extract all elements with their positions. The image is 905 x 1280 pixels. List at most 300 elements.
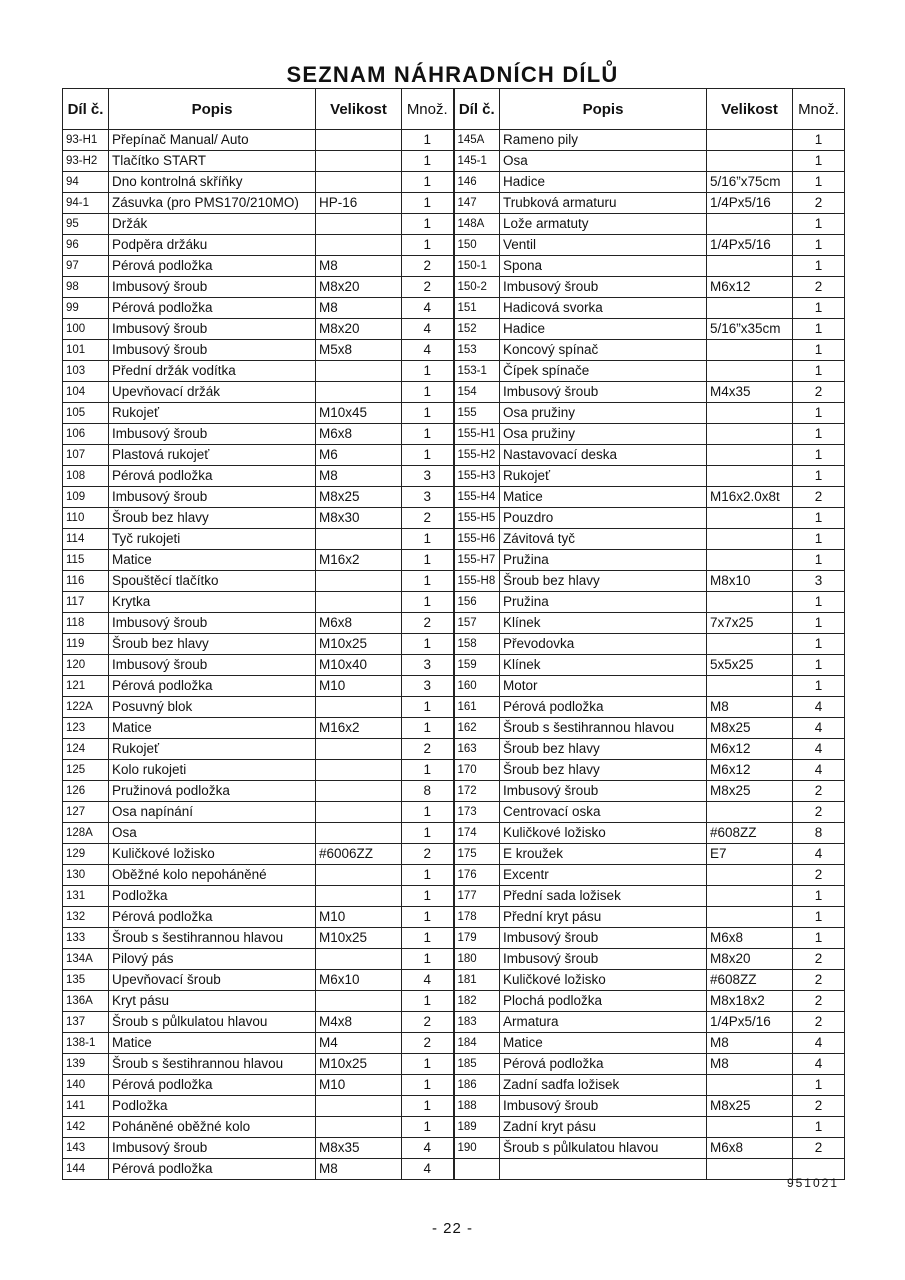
part-number-cell: 135 (63, 970, 109, 991)
description-cell: Imbusový šroub (500, 928, 707, 949)
quantity-cell: 4 (793, 718, 845, 739)
quantity-cell: 2 (402, 844, 454, 865)
size-cell (316, 1117, 402, 1138)
part-number-cell: 110 (63, 508, 109, 529)
description-cell: Kuličkové ložisko (109, 844, 316, 865)
size-cell: M8x25 (316, 487, 402, 508)
quantity-cell: 1 (793, 235, 845, 256)
quantity-cell: 1 (793, 613, 845, 634)
table-row (63, 592, 845, 613)
part-number-cell: 133 (63, 928, 109, 949)
part-number-cell: 155-H2 (454, 445, 500, 466)
part-number-cell: 114 (63, 529, 109, 550)
part-number-cell: 109 (63, 487, 109, 508)
description-cell: Pružinová podložka (109, 781, 316, 802)
part-number-cell: 141 (63, 1096, 109, 1117)
quantity-cell: 1 (793, 130, 845, 151)
part-number-cell: 105 (63, 403, 109, 424)
description-cell: Rukojeť (109, 739, 316, 760)
size-cell (707, 634, 793, 655)
part-number-cell: 155-H8 (454, 571, 500, 592)
size-cell (316, 865, 402, 886)
table-row (63, 298, 845, 319)
part-number-cell: 134A (63, 949, 109, 970)
size-cell: M8x20 (316, 277, 402, 298)
description-cell: Hadice (500, 172, 707, 193)
description-cell: Šroub s půlkulatou hlavou (500, 1138, 707, 1159)
size-cell: M10x25 (316, 1054, 402, 1075)
size-cell (707, 676, 793, 697)
table-row (63, 529, 845, 550)
description-cell: Nastavovací deska (500, 445, 707, 466)
size-cell (707, 214, 793, 235)
quantity-cell: 3 (793, 571, 845, 592)
part-number-cell: 181 (454, 970, 500, 991)
size-cell (707, 550, 793, 571)
part-number-cell: 127 (63, 802, 109, 823)
quantity-cell: 1 (402, 193, 454, 214)
description-cell: Osa pružiny (500, 403, 707, 424)
description-cell: Imbusový šroub (109, 277, 316, 298)
quantity-cell: 2 (793, 865, 845, 886)
description-cell: Matice (500, 1033, 707, 1054)
quantity-cell: 1 (793, 319, 845, 340)
quantity-cell: 1 (402, 172, 454, 193)
description-cell: Pouzdro (500, 508, 707, 529)
part-number-cell: 177 (454, 886, 500, 907)
quantity-cell: 1 (402, 634, 454, 655)
part-number-cell: 155-H3 (454, 466, 500, 487)
size-cell (707, 151, 793, 172)
description-cell: Podložka (109, 1096, 316, 1117)
table-row (63, 676, 845, 697)
size-cell: M8x20 (316, 319, 402, 340)
table-row (63, 1117, 845, 1138)
document-number: 951021 (786, 1176, 839, 1190)
table-row (63, 1075, 845, 1096)
description-cell: Přední sada ložisek (500, 886, 707, 907)
part-number-cell: 185 (454, 1054, 500, 1075)
part-number-cell: 158 (454, 634, 500, 655)
quantity-cell: 1 (402, 529, 454, 550)
quantity-cell: 8 (793, 823, 845, 844)
table-row (63, 949, 845, 970)
part-number-cell: 145-1 (454, 151, 500, 172)
size-cell: 5/16”x75cm (707, 172, 793, 193)
table-row (63, 319, 845, 340)
description-cell: Osa pružiny (500, 424, 707, 445)
parts-table (62, 88, 845, 1180)
size-cell (707, 361, 793, 382)
size-cell: M6x10 (316, 970, 402, 991)
description-cell: Oběžné kolo nepoháněné (109, 865, 316, 886)
quantity-cell: 3 (402, 655, 454, 676)
table-row (63, 823, 845, 844)
size-cell (707, 886, 793, 907)
table-row (63, 382, 845, 403)
table-row (63, 907, 845, 928)
size-cell: M5x8 (316, 340, 402, 361)
description-cell (500, 1159, 707, 1180)
quantity-cell: 3 (402, 487, 454, 508)
part-number-cell: 175 (454, 844, 500, 865)
description-cell: Podpěra držáku (109, 235, 316, 256)
quantity-cell: 1 (402, 760, 454, 781)
table-row (63, 445, 845, 466)
quantity-cell: 2 (793, 193, 845, 214)
size-cell (316, 151, 402, 172)
part-number-cell: 156 (454, 592, 500, 613)
part-number-cell: 150-2 (454, 277, 500, 298)
quantity-cell: 1 (793, 214, 845, 235)
part-number-cell: 93-H1 (63, 130, 109, 151)
size-cell: M6x8 (707, 1138, 793, 1159)
part-number-cell: 147 (454, 193, 500, 214)
part-number-cell: 103 (63, 361, 109, 382)
description-cell: Pilový pás (109, 949, 316, 970)
quantity-cell: 1 (793, 907, 845, 928)
quantity-cell: 1 (793, 1075, 845, 1096)
quantity-cell: 1 (793, 361, 845, 382)
part-number-cell: 94 (63, 172, 109, 193)
size-cell (707, 865, 793, 886)
description-cell: Šroub bez hlavy (500, 739, 707, 760)
description-cell: Imbusový šroub (500, 1096, 707, 1117)
description-cell: Imbusový šroub (109, 319, 316, 340)
size-cell: E7 (707, 844, 793, 865)
quantity-cell: 1 (793, 403, 845, 424)
quantity-cell: 1 (402, 592, 454, 613)
size-cell (316, 571, 402, 592)
description-cell: Šroub bez hlavy (109, 634, 316, 655)
table-row (63, 550, 845, 571)
quantity-cell: 1 (793, 340, 845, 361)
size-cell (707, 592, 793, 613)
size-cell (707, 508, 793, 529)
part-number-cell: 101 (63, 340, 109, 361)
size-cell: M8 (707, 697, 793, 718)
description-cell: Pérová podložka (500, 697, 707, 718)
part-number-cell: 183 (454, 1012, 500, 1033)
size-cell (707, 340, 793, 361)
description-cell: Šroub s šestihrannou hlavou (109, 1054, 316, 1075)
description-cell: Zadní sadfa ložisek (500, 1075, 707, 1096)
table-row (63, 172, 845, 193)
quantity-cell: 2 (402, 739, 454, 760)
size-cell (316, 760, 402, 781)
table-row (63, 487, 845, 508)
size-cell: M8 (316, 256, 402, 277)
description-cell: Rukojeť (109, 403, 316, 424)
description-cell: Upevňovací šroub (109, 970, 316, 991)
quantity-cell: 1 (793, 298, 845, 319)
part-number-cell: 144 (63, 1159, 109, 1180)
description-cell: Tlačítko START (109, 151, 316, 172)
size-cell: 5/16”x35cm (707, 319, 793, 340)
header-row (63, 89, 845, 130)
quantity-cell: 3 (402, 676, 454, 697)
quantity-cell: 2 (793, 949, 845, 970)
table-row (63, 361, 845, 382)
description-cell: Motor (500, 676, 707, 697)
quantity-cell: 4 (793, 697, 845, 718)
quantity-cell: 1 (402, 151, 454, 172)
part-number-cell: 122A (63, 697, 109, 718)
quantity-cell: 1 (793, 508, 845, 529)
quantity-cell: 1 (402, 823, 454, 844)
size-cell: M10x25 (316, 634, 402, 655)
table-row (63, 1054, 845, 1075)
quantity-cell: 1 (402, 1075, 454, 1096)
description-cell: Šroub bez hlavy (500, 571, 707, 592)
size-cell (316, 361, 402, 382)
description-cell: Spouštěcí tlačítko (109, 571, 316, 592)
table-row (63, 655, 845, 676)
table-row (63, 1096, 845, 1117)
quantity-cell: 1 (402, 445, 454, 466)
quantity-cell: 1 (402, 718, 454, 739)
size-cell: HP-16 (316, 193, 402, 214)
quantity-cell: 1 (402, 361, 454, 382)
description-cell: Pérová podložka (109, 298, 316, 319)
description-cell: Armatura (500, 1012, 707, 1033)
size-cell: 1/4Px5/16 (707, 1012, 793, 1033)
part-number-cell: 155-H5 (454, 508, 500, 529)
part-number-cell: 161 (454, 697, 500, 718)
part-number-cell: 170 (454, 760, 500, 781)
part-number-cell: 104 (63, 382, 109, 403)
size-cell (707, 907, 793, 928)
part-number-cell: 155-H4 (454, 487, 500, 508)
table-row (63, 865, 845, 886)
quantity-cell: 2 (793, 781, 845, 802)
table-row (63, 214, 845, 235)
quantity-cell: 1 (793, 1117, 845, 1138)
quantity-cell: 4 (402, 970, 454, 991)
size-cell (316, 781, 402, 802)
size-cell: M6x12 (707, 277, 793, 298)
table-row (63, 340, 845, 361)
size-cell (707, 802, 793, 823)
table-row (63, 697, 845, 718)
quantity-cell: 1 (793, 634, 845, 655)
part-number-cell: 152 (454, 319, 500, 340)
size-cell (316, 592, 402, 613)
table-row (63, 613, 845, 634)
description-cell: Zásuvka (pro PMS170/210MO) (109, 193, 316, 214)
description-cell: Pružina (500, 592, 707, 613)
size-cell: M8 (316, 1159, 402, 1180)
size-cell: M6x12 (707, 760, 793, 781)
table-row (63, 130, 845, 151)
description-cell: Plastová rukojeť (109, 445, 316, 466)
size-cell: M10x25 (316, 928, 402, 949)
size-cell: M8 (707, 1033, 793, 1054)
description-cell: Klínek (500, 613, 707, 634)
description-cell: Pérová podložka (109, 907, 316, 928)
description-cell: Imbusový šroub (109, 424, 316, 445)
part-number-cell: 151 (454, 298, 500, 319)
size-cell: M16x2 (316, 550, 402, 571)
quantity-cell: 1 (793, 151, 845, 172)
quantity-cell: 1 (402, 130, 454, 151)
header-description: Popis (500, 89, 707, 130)
table-row (63, 151, 845, 172)
part-number-cell: 184 (454, 1033, 500, 1054)
description-cell: Imbusový šroub (109, 487, 316, 508)
description-cell: Dno kontrolná skříňky (109, 172, 316, 193)
description-cell: Závitová tyč (500, 529, 707, 550)
part-number-cell: 131 (63, 886, 109, 907)
quantity-cell: 1 (793, 445, 845, 466)
table-row (63, 991, 845, 1012)
quantity-cell: 1 (402, 802, 454, 823)
description-cell: Podložka (109, 886, 316, 907)
header-size: Velikost (316, 89, 402, 130)
size-cell (316, 886, 402, 907)
table-row (63, 1012, 845, 1033)
part-number-cell: 123 (63, 718, 109, 739)
part-number-cell: 106 (63, 424, 109, 445)
size-cell: #608ZZ (707, 823, 793, 844)
description-cell: Osa (500, 151, 707, 172)
size-cell: M8x30 (316, 508, 402, 529)
description-cell: Imbusový šroub (500, 382, 707, 403)
part-number-cell: 155-H6 (454, 529, 500, 550)
header-size: Velikost (707, 89, 793, 130)
quantity-cell: 4 (793, 1054, 845, 1075)
header-part-no: Díl č. (63, 89, 109, 130)
table-row (63, 256, 845, 277)
part-number-cell (454, 1159, 500, 1180)
header-quantity: Množ. (402, 89, 454, 130)
description-cell: Šroub s šestihrannou hlavou (500, 718, 707, 739)
part-number-cell: 178 (454, 907, 500, 928)
quantity-cell: 4 (402, 340, 454, 361)
page-title: SEZNAM NÁHRADNÍCH DÍLŮ (286, 62, 619, 87)
quantity-cell: 1 (793, 550, 845, 571)
size-cell: M8x25 (707, 1096, 793, 1117)
quantity-cell: 1 (793, 655, 845, 676)
description-cell: Matice (109, 718, 316, 739)
description-cell: Imbusový šroub (500, 949, 707, 970)
part-number-cell: 143 (63, 1138, 109, 1159)
part-number-cell: 176 (454, 865, 500, 886)
size-cell (316, 1096, 402, 1117)
size-cell: 1/4Px5/16 (707, 193, 793, 214)
size-cell (316, 823, 402, 844)
quantity-cell: 1 (402, 550, 454, 571)
quantity-cell: 2 (793, 1138, 845, 1159)
quantity-cell: 1 (402, 403, 454, 424)
part-number-cell: 98 (63, 277, 109, 298)
description-cell: Držák (109, 214, 316, 235)
quantity-cell: 1 (402, 214, 454, 235)
quantity-cell: 4 (793, 760, 845, 781)
size-cell (707, 130, 793, 151)
description-cell: Poháněné oběžné kolo (109, 1117, 316, 1138)
description-cell: Matice (109, 550, 316, 571)
description-cell: Matice (109, 1033, 316, 1054)
size-cell: M8x10 (707, 571, 793, 592)
size-cell: M8x35 (316, 1138, 402, 1159)
table-row (63, 844, 845, 865)
part-number-cell: 94-1 (63, 193, 109, 214)
description-cell: Plochá podložka (500, 991, 707, 1012)
part-number-cell: 189 (454, 1117, 500, 1138)
table-row (63, 760, 845, 781)
part-number-cell: 150 (454, 235, 500, 256)
size-cell: 1/4Px5/16 (707, 235, 793, 256)
part-number-cell: 130 (63, 865, 109, 886)
description-cell: Čípek spínače (500, 361, 707, 382)
part-number-cell: 172 (454, 781, 500, 802)
quantity-cell: 2 (793, 1096, 845, 1117)
size-cell (316, 739, 402, 760)
size-cell: M6x8 (316, 613, 402, 634)
size-cell (707, 466, 793, 487)
description-cell: Přepínač Manual/ Auto (109, 130, 316, 151)
quantity-cell: 2 (793, 382, 845, 403)
description-cell: Rukojeť (500, 466, 707, 487)
size-cell: M4 (316, 1033, 402, 1054)
description-cell: Šroub bez hlavy (500, 760, 707, 781)
description-cell: Imbusový šroub (109, 613, 316, 634)
table-row (63, 1033, 845, 1054)
size-cell: M10x45 (316, 403, 402, 424)
quantity-cell: 1 (402, 697, 454, 718)
quantity-cell: 2 (793, 970, 845, 991)
size-cell: #608ZZ (707, 970, 793, 991)
quantity-cell: 1 (793, 466, 845, 487)
size-cell: M8 (707, 1054, 793, 1075)
quantity-cell: 1 (793, 592, 845, 613)
part-number-cell: 179 (454, 928, 500, 949)
quantity-cell: 1 (402, 1117, 454, 1138)
quantity-cell: 1 (793, 676, 845, 697)
part-number-cell: 157 (454, 613, 500, 634)
description-cell: Pérová podložka (109, 676, 316, 697)
size-cell: M8x20 (707, 949, 793, 970)
description-cell: Pérová podložka (109, 1159, 316, 1180)
quantity-cell: 4 (793, 844, 845, 865)
part-number-cell: 155-H7 (454, 550, 500, 571)
part-number-cell: 115 (63, 550, 109, 571)
size-cell: M6x12 (707, 739, 793, 760)
description-cell: Šroub s půlkulatou hlavou (109, 1012, 316, 1033)
quantity-cell: 4 (402, 1159, 454, 1180)
table-row (63, 970, 845, 991)
size-cell (316, 214, 402, 235)
table-row (63, 466, 845, 487)
description-cell: Přední kryt pásu (500, 907, 707, 928)
size-cell (316, 172, 402, 193)
part-number-cell: 180 (454, 949, 500, 970)
size-cell (707, 256, 793, 277)
size-cell: M16x2 (316, 718, 402, 739)
table-row (63, 886, 845, 907)
part-number-cell: 148A (454, 214, 500, 235)
description-cell: Imbusový šroub (500, 277, 707, 298)
size-cell (316, 697, 402, 718)
part-number-cell: 95 (63, 214, 109, 235)
description-cell: Osa napínání (109, 802, 316, 823)
description-cell: E kroužek (500, 844, 707, 865)
table-row (63, 403, 845, 424)
description-cell: Pérová podložka (109, 256, 316, 277)
table-row (63, 235, 845, 256)
description-cell: Imbusový šroub (109, 340, 316, 361)
